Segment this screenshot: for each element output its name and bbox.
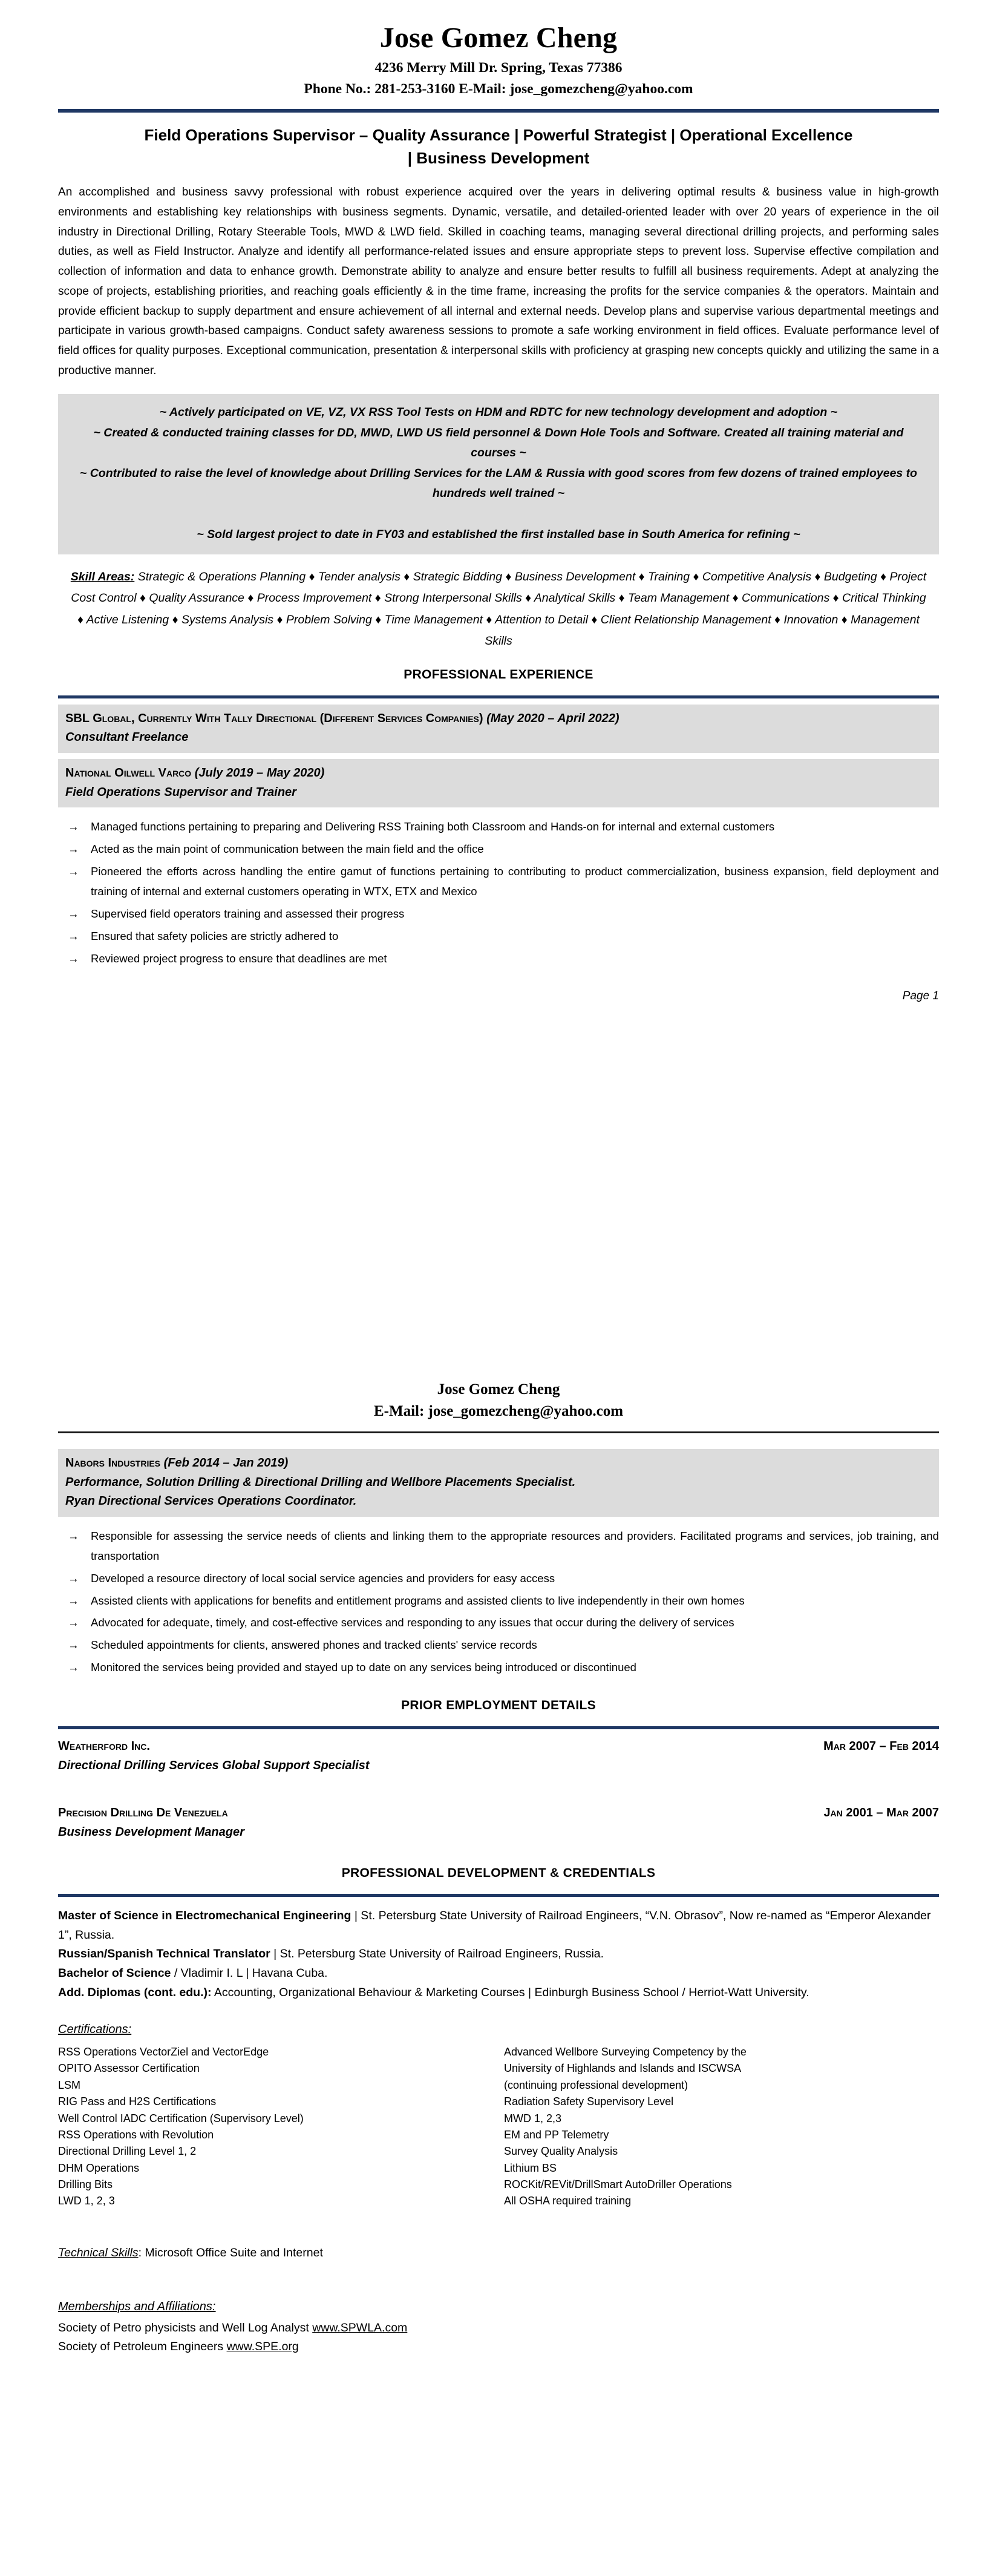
- arrow-bullet-icon: →: [68, 1638, 79, 1652]
- bullet-text: Responsible for assessing the service needs of clients and linking them to the appropriate resources and providers. Facilitated programs and services, job training, and transportation: [91, 1529, 939, 1562]
- membership-name: Society of Petroleum Engineers: [58, 2340, 227, 2354]
- certifications-column-right: [493, 2044, 939, 2210]
- certifications-heading: Certifications:: [58, 2023, 132, 2037]
- bullet-text: Managed functions pertaining to preparing and Delivering RSS Training both Classroom and Hands-on for internal and external customers: [91, 820, 775, 833]
- education-degree: Master of Science in Electromechanical Engineering: [58, 1909, 351, 1923]
- certification-item: RIG Pass and H2S Certifications: [58, 2095, 217, 2108]
- certification-item: RSS Operations VectorZiel and VectorEdge: [58, 2046, 269, 2058]
- technical-skills-line: [58, 2210, 939, 2262]
- arrow-bullet-icon: →: [68, 929, 79, 942]
- job-company-name: SBL Global, Currently With Tally Directional (Different Services Companies): [65, 711, 483, 725]
- prior-job-dates: Jan 2001 – Mar 2007: [823, 1806, 939, 1820]
- arrow-bullet-icon: →: [68, 843, 79, 856]
- education-institution: Accounting, Organizational Behaviour & Marketing Courses | Edinburgh Business School / Herriot-Watt University.: [211, 1985, 809, 1999]
- list-item: [58, 1658, 939, 1678]
- list-item: [58, 904, 939, 924]
- technical-skills-value: : Microsoft Office Suite and Internet: [138, 2246, 323, 2259]
- job-bullet-list-nov: [58, 817, 939, 968]
- achievement-item: ~ Created & conducted training classes for DD, MWD, LWD US field personnel & Down Hole Tools and Software. Created all training material and courses ~: [93, 426, 904, 460]
- list-item: [58, 1613, 939, 1633]
- prior-job-role: Directional Drilling Services Global Support Specialist: [58, 1759, 370, 1773]
- certification-item: Survey Quality Analysis: [504, 2145, 618, 2158]
- list-item: [58, 927, 939, 947]
- professional-headline: [58, 113, 939, 170]
- membership-item: [58, 2338, 939, 2356]
- certification-item: Well Control IADC Certification (Supervisory Level): [58, 2112, 304, 2124]
- job-bullet-list-nabors: [58, 1526, 939, 1678]
- arrow-bullet-icon: →: [68, 1616, 79, 1629]
- professional-summary: An accomplished and business savvy professional with robust experience acquired over the years in delivering optimal results & business value in high-growth environments and establishing key relationships with business segments. Dynamic, versatile, and detailed-oriented leader with over 20 years of experience in the oil industry in Directional Drilling, Rotary Steerable Tools, MWD & LWD field. Skilled in coaching teams, managing several directional drilling projects, and performing sales duties, as well as Field Instructor. Analyze and identify all performance-related issues and ensure appropriate steps to prevent loss. Supervise effective compilation and collection of information and data to enhance growth. Demonstrate ability to analyze and ensure better results to fulfill all business requirements. Adept at analyzing the scope of projects, establishing priorities, and reaching goals efficiently & in the time frame, increasing the profits for the service companies & the operators. Maintain and provide efficient backup to supply department and ensure achievement of all internal and external needs. Develop plans and supervise various departmental meetings and participate in various growth-based campaigns. Conduct safety awareness sessions to promote a safe working environment in field offices. Evaluate performance level of field offices for quality purposes. Exceptional communication, presentation & interpersonal skills with proficiency at grasping new concepts quickly and utilizing the same in a productive manner.: [58, 186, 939, 377]
- bullet-text: Monitored the services being provided and stayed up to date on any services being introduced or discontinued: [91, 1661, 636, 1674]
- prior-job-company: Weatherford Inc.: [58, 1740, 150, 1753]
- certification-item: Advanced Wellbore Surveying Competency by the: [504, 2046, 747, 2058]
- list-item: [58, 840, 939, 859]
- technical-skills-label: Technical Skills: [58, 2246, 139, 2259]
- certification-item: Radiation Safety Supervisory Level: [504, 2095, 674, 2108]
- bullet-text: Supervised field operators training and assessed their progress: [91, 907, 405, 920]
- certification-item: Lithium BS: [504, 2161, 557, 2174]
- skill-areas-label: Skill Areas:: [70, 570, 135, 584]
- education-list: [58, 1897, 939, 2002]
- education-degree: Russian/Spanish Technical Translator: [58, 1947, 270, 1961]
- achievement-spacer: [74, 504, 923, 525]
- certification-item: EM and PP Telemetry: [504, 2128, 609, 2141]
- list-item: [58, 1635, 939, 1655]
- page2-candidate-email: E-Mail: jose_gomezcheng@yahoo.com: [373, 1402, 624, 1419]
- certification-item: (continuing professional development): [504, 2078, 688, 2091]
- membership-link[interactable]: www.SPE.org: [226, 2340, 299, 2354]
- job-dates: (May 2020 – April 2022): [486, 711, 619, 725]
- bullet-text: Acted as the main point of communication between the main field and the office: [91, 843, 484, 856]
- membership-item: [58, 2319, 939, 2338]
- job-company-line: [65, 709, 932, 729]
- arrow-bullet-icon: →: [68, 1661, 79, 1674]
- section-heading-professional-experience: PROFESSIONAL EXPERIENCE: [404, 667, 593, 682]
- job-company-name: National Oilwell Varco: [65, 766, 192, 780]
- bullet-text: Scheduled appointments for clients, answered phones and tracked clients' service records: [91, 1638, 537, 1652]
- education-institution: | St. Petersburg State University of Railroad Engineers, Russia.: [270, 1947, 604, 1961]
- candidate-name: Jose Gomez Cheng: [379, 22, 618, 54]
- list-item: [58, 817, 939, 837]
- list-item: [58, 862, 939, 902]
- certification-item: Drilling Bits: [58, 2178, 113, 2190]
- prior-job-spacer: [58, 1775, 939, 1796]
- section-divider: [58, 695, 939, 698]
- prior-job-row-precision-drilling: [58, 1796, 939, 1822]
- bullet-text: Assisted clients with applications for benefits and entitlement programs and assisted clients to live independently in their own homes: [91, 1594, 745, 1607]
- page2-header-divider: [58, 1431, 939, 1433]
- certification-item: Directional Drilling Level 1, 2: [58, 2145, 197, 2158]
- prior-job-role: Business Development Manager: [58, 1825, 244, 1839]
- certification-item: OPITO Assessor Certification: [58, 2062, 200, 2075]
- job-company-line: [65, 764, 932, 783]
- certification-item: All OSHA required training: [504, 2195, 632, 2207]
- arrow-bullet-icon: →: [68, 951, 79, 965]
- job-dates: (July 2019 – May 2020): [194, 766, 325, 780]
- certifications-column-left: [58, 2044, 493, 2210]
- education-item: [58, 1907, 939, 1945]
- job-dates: (Feb 2014 – Jan 2019): [163, 1456, 289, 1470]
- list-item: [58, 1591, 939, 1611]
- certification-item: University of Highlands and Islands and ISCWSA: [504, 2062, 742, 2075]
- certification-item: ROCKit/REVit/DrillSmart AutoDriller Operations: [504, 2178, 732, 2190]
- certification-item: LWD 1, 2, 3: [58, 2195, 115, 2207]
- list-item: [58, 1569, 939, 1589]
- achievement-item: ~ Contributed to raise the level of knowledge about Drilling Services for the LAM & Russia with good scores from few dozens of trained employees to hundreds well trained ~: [79, 466, 918, 501]
- bullet-text: Reviewed project progress to ensure that deadlines are met: [91, 951, 387, 965]
- memberships-heading: Memberships and Affiliations:: [58, 2299, 216, 2313]
- certification-item: LSM: [58, 2078, 81, 2091]
- job-role-title-primary: Performance, Solution Drilling & Directional Drilling and Wellbore Placements Specialist.: [65, 1475, 576, 1489]
- certifications-columns: [58, 2042, 939, 2210]
- job-role-title: Consultant Freelance: [65, 731, 189, 744]
- prior-job-row-weatherford: [58, 1729, 939, 1756]
- headline-line-1: Field Operations Supervisor – Quality Assurance | Powerful Strategist | Operational Excellence: [144, 125, 853, 144]
- education-degree: Add. Diplomas (cont. edu.):: [58, 1985, 212, 1999]
- job-company-name: Nabors Industries: [65, 1456, 161, 1470]
- arrow-bullet-icon: →: [68, 1594, 79, 1607]
- job-role-title-secondary: Ryan Directional Services Operations Coordinator.: [65, 1494, 357, 1508]
- arrow-bullet-icon: →: [68, 907, 79, 920]
- job-entry-nabors-industries: [58, 1449, 939, 1517]
- headline-line-2: | Business Development: [407, 149, 590, 167]
- education-institution: / Vladimir I. L | Havana Cuba.: [171, 1966, 328, 1980]
- bullet-text: Developed a resource directory of local social service agencies and providers for easy access: [91, 1571, 555, 1585]
- prior-job-company: Precision Drilling De Venezuela: [58, 1806, 228, 1820]
- job-entry-national-oilwell-varco: [58, 759, 939, 807]
- achievement-item: ~ Actively participated on VE, VZ, VX RSS Tool Tests on HDM and RDTC for new technology development and adoption ~: [159, 406, 838, 419]
- bullet-text: Advocated for adequate, timely, and cost-effective services and responding to any issues that occur during the delivery of services: [91, 1616, 734, 1629]
- education-item: [58, 1945, 939, 1964]
- certification-item: MWD 1, 2,3: [504, 2112, 562, 2124]
- arrow-bullet-icon: →: [68, 820, 79, 833]
- section-heading-development-credentials: PROFESSIONAL DEVELOPMENT & CREDENTIALS: [341, 1866, 656, 1881]
- arrow-bullet-icon: →: [68, 864, 79, 878]
- membership-name: Society of Petro physicists and Well Log Analyst: [58, 2321, 313, 2334]
- arrow-bullet-icon: →: [68, 1571, 79, 1585]
- job-role-title: Field Operations Supervisor and Trainer: [65, 785, 296, 799]
- education-item: [58, 1983, 939, 2003]
- job-company-line: [65, 1454, 932, 1473]
- section-heading-prior-employment: PRIOR EMPLOYMENT DETAILS: [401, 1698, 596, 1713]
- membership-link[interactable]: www.SPWLA.com: [312, 2321, 408, 2334]
- page-number: Page 1: [902, 989, 939, 1002]
- bullet-text: Pioneered the efforts across handling the entire gamut of functions pertaining to contributing to product commercialization, business expansion, field deployment and training of internal and external customers operating in WTX, ETX and Mexico: [91, 864, 939, 898]
- skill-areas: [58, 554, 939, 651]
- resume-page-2: [0, 1326, 997, 2576]
- key-achievements-box: [58, 394, 939, 554]
- list-item: [58, 1526, 939, 1566]
- prior-job-dates: Mar 2007 – Feb 2014: [823, 1740, 939, 1753]
- achievement-item: ~ Sold largest project to date in FY03 and established the first installed base in South America for refining ~: [197, 527, 800, 541]
- page2-candidate-name: Jose Gomez Cheng: [437, 1381, 560, 1398]
- job-entry-sbl-global: [58, 705, 939, 753]
- education-institution: | St. Petersburg State University of Railroad Engineers, “V.N. Obrasov”, Now re-named as “Emperor Alexander 1”, Russia.: [58, 1909, 931, 1942]
- skill-areas-list: Strategic & Operations Planning ♦ Tender analysis ♦ Strategic Bidding ♦ Business Development ♦ Training ♦ Competitive Analysis ♦ Budgeting ♦ Project Cost Control ♦ Quality Assurance ♦ Process Improvement ♦ Strong Interpersonal Skills ♦ Analytical Skills ♦ Team Management ♦ Communications ♦ Critical Thinking ♦ Active Listening ♦ Systems Analysis ♦ Problem Solving ♦ Time Management ♦ Attention to Detail ♦ Client Relationship Management ♦ Innovation ♦ Management Skills: [71, 570, 927, 648]
- certification-item: RSS Operations with Revolution: [58, 2128, 214, 2141]
- education-item: [58, 1964, 939, 1983]
- bullet-text: Ensured that safety policies are strictly adhered to: [91, 929, 339, 942]
- candidate-contact: Phone No.: 281-253-3160 E-Mail: jose_gomezcheng@yahoo.com: [304, 80, 693, 97]
- arrow-bullet-icon: →: [68, 1529, 79, 1542]
- education-degree: Bachelor of Science: [58, 1966, 171, 1980]
- list-item: [58, 949, 939, 969]
- certification-item: DHM Operations: [58, 2161, 140, 2174]
- candidate-address: 4236 Merry Mill Dr. Spring, Texas 77386: [374, 59, 623, 76]
